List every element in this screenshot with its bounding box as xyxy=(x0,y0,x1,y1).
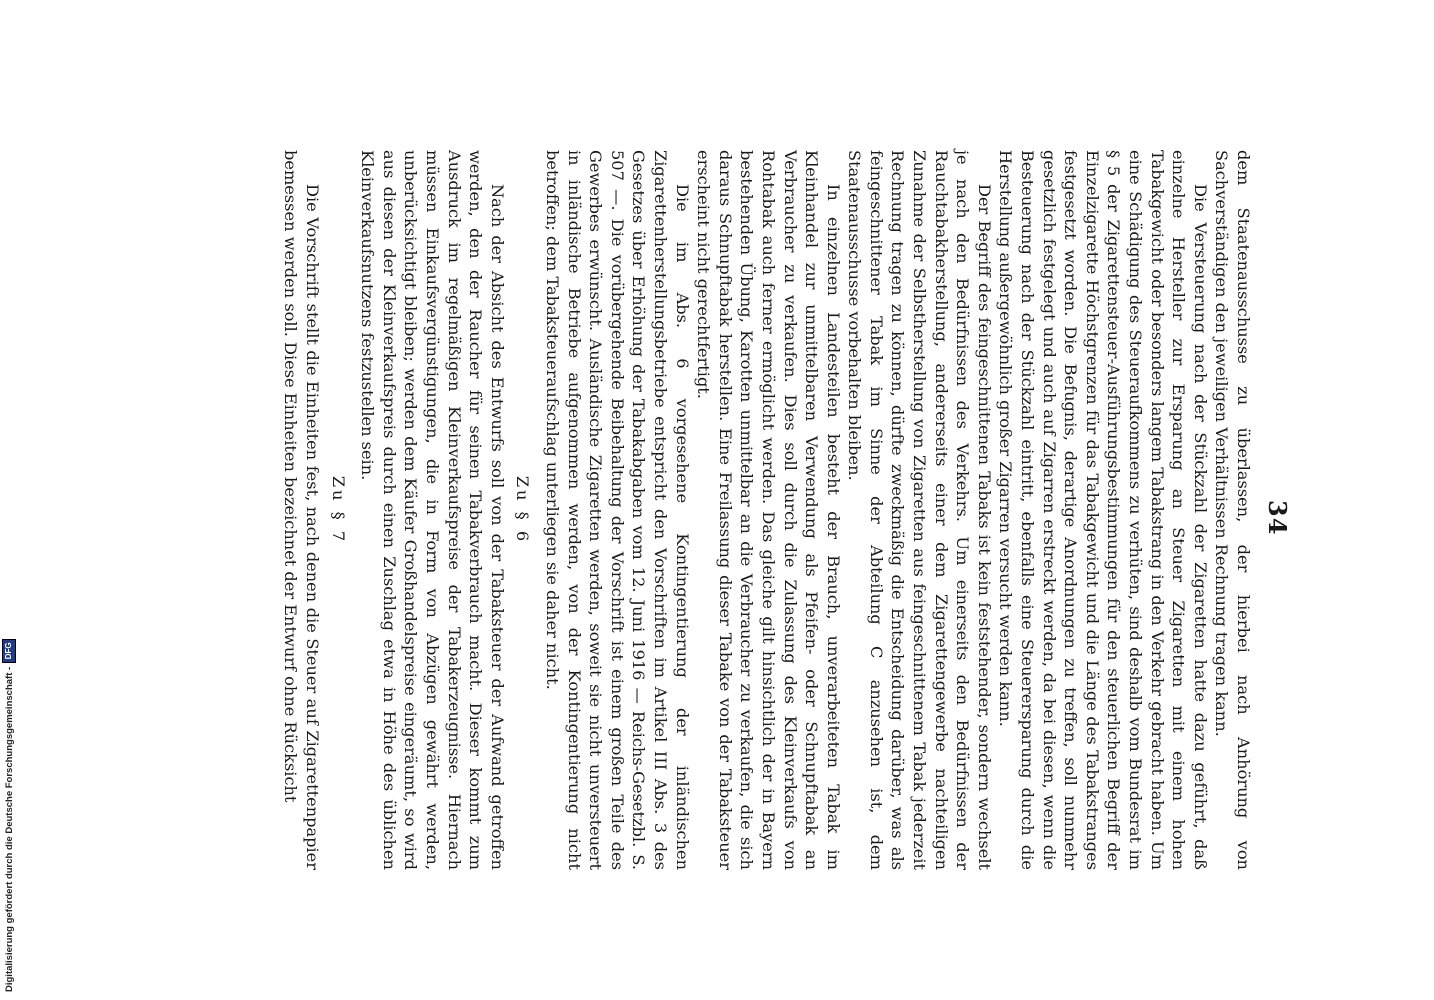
page-number: 34 xyxy=(1263,500,1292,536)
section-heading: Zu § 6 xyxy=(513,475,533,545)
paragraph: Die Versteuerung nach der Stückzahl der Zigaretten hatte dazu geführt, daß einzelne Hersteller zur Ersparung an Steuer Zigaretten mit einem hohen Tabakgewicht oder besonders langem Tabakstrang in den Verkehr gebracht haben. Um eine Schädigung des Steueraufkommens zu verhüten, sind deshalb vom Bundesrat im § 5 der Zigarettensteuer-Ausführungsbestimmungen für den steuerlichen Begriff der Einzelzigarette Höchstgrenzen für das Tabakgewicht und die Länge des Tabakstranges festgesetzt worden. Die Befugnis, derartige Anordnungen zu treffen, soll nunmehr gesetzlich festgelegt und auch auf Zigarren erstreckt werden, da bei diesen, wenn die Besteuerung nach der Stückzahl eintritt, ebenfalls eine Steuerersparung durch die Herstellung außergewöhnlich großer Zigarren versucht werden kann. xyxy=(996,150,1210,870)
body-text xyxy=(280,150,1254,870)
paragraph: In einzelnen Landesteilen besteht der Brauch, unverarbeiteten Tabak im Kleinhandel zur unmittelbaren Verwendung als Pfeifen- oder Schnupftabak an Verbraucher zu verkaufen. Dies soll durch die Zulassung des Kleinverkaufs von Rohtabak auch ferner ermöglicht werden. Das gleiche gilt hinsichtlich der in Bayern bestehenden Übung, Karotten unmittelbar an die Verbraucher zu verkaufen, die sich daraus Schnupftabak herstellen. Eine Freilassung dieser Tabake von der Tabaksteuer erscheint nicht gerechtfertigt. xyxy=(694,150,843,870)
rotated-page-content xyxy=(120,150,1300,870)
paragraph: Die im Abs. 6 vorgesehene Kontingentierung der inländischen Zigarettenherstellungsbetriebe entspricht den Vorschriften im Artikel III Abs. 3 des Gesetzes über Erhöhung der Tabakabgaben vom 12. Juni 1916 — Reichs-Gesetzbl. S. 507 —. Die vorübergehende Beibehaltung der Vorschrift ist einem großen Teile des Gewerbes erwünscht. Ausländische Zigaretten werden, soweit sie nicht unversteuert in inländische Betriebe aufgenommen werden, von der Kontingentierung nicht betroffen; dem Tabaksteueraufschlag unterliegen sie daher nicht. xyxy=(543,150,692,870)
credit-text: Digitalisierung gefördert durch die Deutsche Forschungsgemeinschaft - xyxy=(3,666,15,992)
paragraph: dem Staatenausschusse zu überlassen, der hierbei nach Anhörung von Sachverständigen den jeweiligen Verhältnissen Rechnung tragen kann. xyxy=(1212,150,1253,870)
paragraph: Der Begriff des feingeschnittenen Tabaks ist kein feststehender, sondern wechselt je nach den Bedürfnissen des Verkehrs. Um einerseits den Bedürfnissen der Rauchtabakherstellung, andererseits einer dem Zigarettengewerbe nachteiligen Zunahme der Selbstherstellung von Zigaretten aus feingeschnittenem Tabak jederzeit Rechnung tragen zu können, dürfte zweckmäßig die Entscheidung darüber, was als feingeschnittener Tabak im Sinne der Abteilung C anzusehen ist, dem Staatenausschusse vorbehalten bleiben. xyxy=(845,150,994,870)
dfg-logo-icon: DFG xyxy=(2,639,16,663)
digitization-credit xyxy=(2,639,16,992)
paragraph: Die Vorschrift stellt die Einheiten fest, nach denen die Steuer auf Zigarettenpapier bemessen werden soll. Diese Einheiten bezeichnet der Entwurf ohne Rücksicht xyxy=(281,150,323,870)
paragraph: Nach der Absicht des Entwurfs soll von der Tabaksteuer der Aufwand getroffen werden, den der Raucher für seinen Tabakverbrauch macht. Dieser kommt zum Ausdruck im regelmäßigen Kleinverkaufspreise der Tabakerzeugnisse. Hiernach müssen Einkaufsvergünstigungen, die in Form von Abzügen gewährt werden, unberücksichtigt bleiben; werden dem Käufer Großhandelspreise eingeräumt, so wird aus diesen der Kleinverkaufspreis durch einen Zuschlag etwa in Höhe des üblichen Kleinverkaufsnutzens festzustellen sein. xyxy=(358,150,507,870)
section-heading: Zu § 7 xyxy=(328,475,348,545)
